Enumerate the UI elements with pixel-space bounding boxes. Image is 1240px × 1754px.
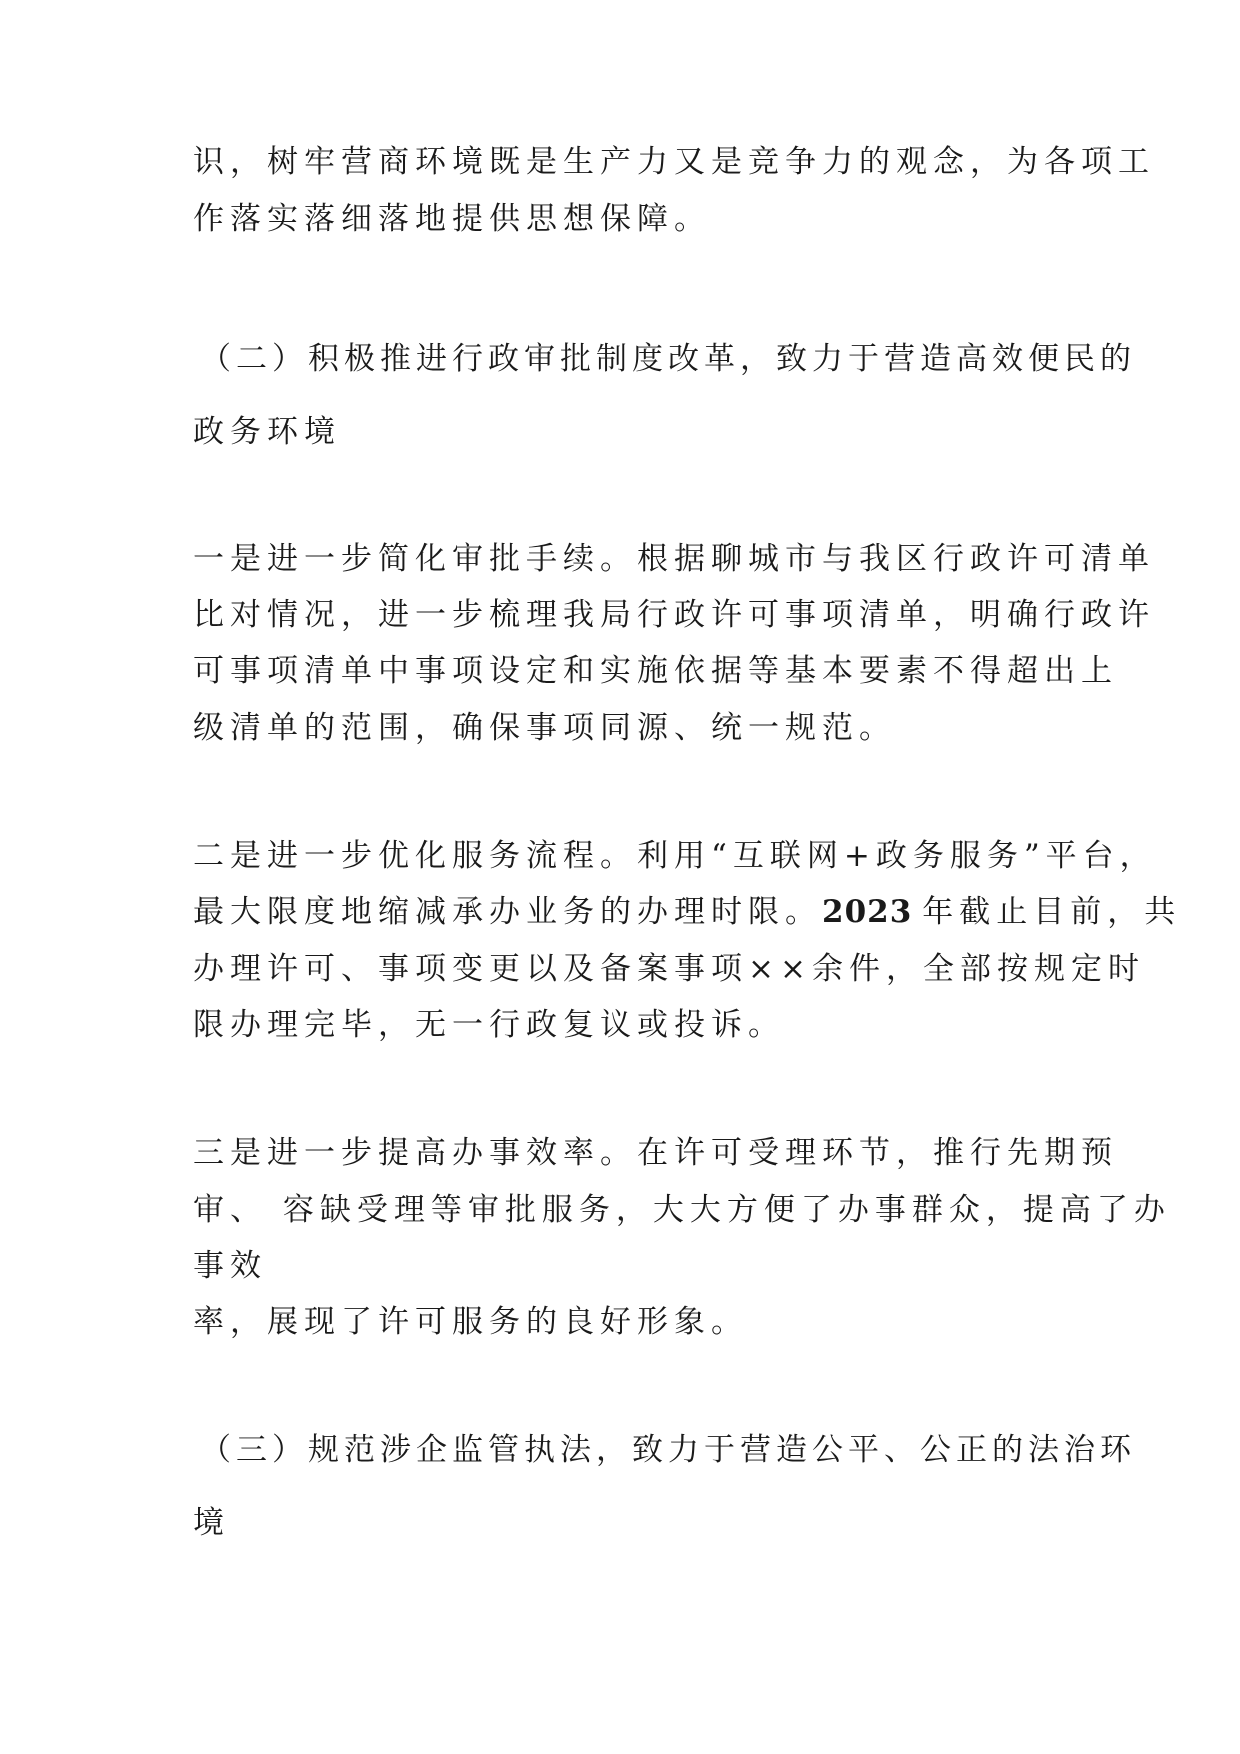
text-line: 二是进一步优化服务流程。利用“互联网+政务服务”平台， xyxy=(193,838,1157,874)
text-line: 作落实落细落地提供思想保障。 xyxy=(193,201,711,237)
text-line-with-year xyxy=(193,894,1182,930)
year-number: 2023 xyxy=(822,894,913,930)
section-heading-2: （二）积极推进行政审批制度改革，致力于营造高效便民的 xyxy=(200,341,1136,377)
section-heading-3-cont: 境 xyxy=(193,1505,230,1541)
text-line: 一是进一步简化审批手续。根据聊城市与我区行政许可清单 xyxy=(193,541,1155,577)
text-segment: 年截止目前，共 xyxy=(922,894,1182,930)
text-line: 识，树牢营商环境既是生产力又是竞争力的观念，为各项工 xyxy=(193,144,1155,180)
text-segment: 最大限度地缩减承办业务的办理时限。 xyxy=(193,894,822,930)
text-line: 限办理完毕，无一行政复议或投诉。 xyxy=(193,1007,785,1043)
text-line: 审、 容缺受理等审批服务，大大方便了办事群众，提高了办 xyxy=(193,1192,1171,1228)
section-heading-2-cont: 政务环境 xyxy=(193,414,341,450)
text-line: 比对情况，进一步梳理我局行政许可事项清单，明确行政许 xyxy=(193,597,1155,633)
text-line: 可事项清单中事项设定和实施依据等基本要素不得超出上 xyxy=(193,653,1118,689)
text-line: 办理许可、事项变更以及备案事项××余件，全部按规定时 xyxy=(193,951,1145,987)
text-line: 级清单的范围，确保事项同源、统一规范。 xyxy=(193,710,896,746)
text-line: 事效 xyxy=(193,1248,267,1284)
text-line: 率，展现了许可服务的良好形象。 xyxy=(193,1304,748,1340)
section-heading-3: （三）规范涉企监管执法，致力于营造公平、公正的法治环 xyxy=(200,1432,1136,1468)
text-line: 三是进一步提高办事效率。在许可受理环节，推行先期预 xyxy=(193,1135,1118,1171)
